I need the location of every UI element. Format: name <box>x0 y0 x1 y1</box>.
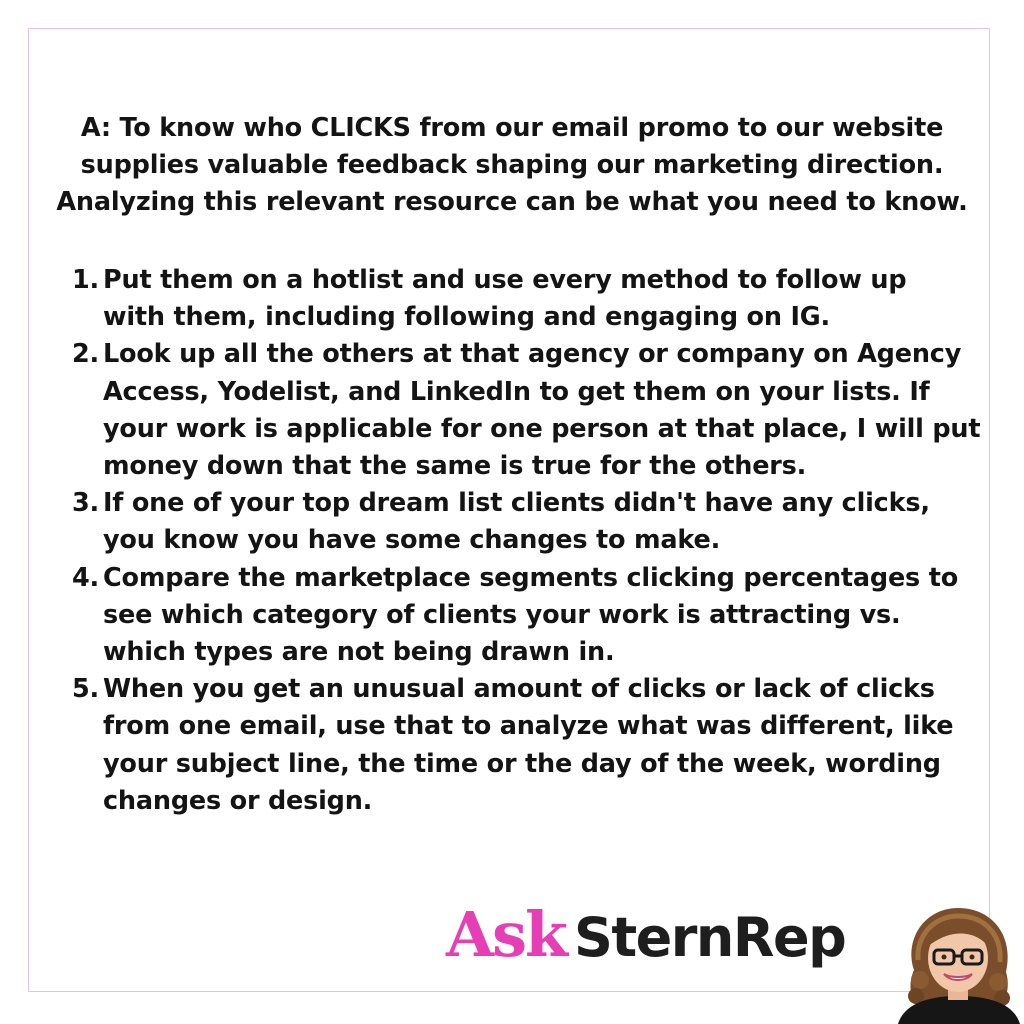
tip-item <box>72 262 972 336</box>
tip-number: 1. <box>72 265 100 295</box>
tips-list <box>72 262 981 820</box>
tip-number: 3. <box>72 488 100 519</box>
tip-item <box>72 671 972 820</box>
tip-item <box>72 560 972 672</box>
intro-line: supplies valuable feedback shaping our marketing direction. <box>80 150 944 180</box>
intro-line: A: To know who CLICKS from our email promo to our website <box>80 113 944 143</box>
tip-text-line: which types are not being drawn in. <box>103 637 615 668</box>
tip-text-line: Compare the marketplace segments clicking percentages to <box>103 562 959 593</box>
tip-item <box>72 485 972 559</box>
tip-text-line: changes or design. <box>103 785 373 816</box>
woman-with-glasses-avatar-icon <box>894 900 1024 1024</box>
intro-paragraph <box>40 110 984 221</box>
tip-text-line: see which category of clients your work is attracting vs. <box>103 599 901 630</box>
tip-text-line: Put them on a hotlist and use every method to follow up <box>103 265 907 295</box>
tip-text-line: from one email, use that to analyze what was different, like <box>103 711 954 742</box>
tip-text-line: If one of your top dream list clients didn't have any clicks, <box>103 488 930 519</box>
tip-text-line: with them, including following and engaging on IG. <box>103 302 831 333</box>
tip-number: 4. <box>72 562 100 593</box>
intro-line: Analyzing this relevant resource can be what you need to know. <box>56 187 968 217</box>
tip-number: 5. <box>72 674 100 705</box>
tip-text-line: When you get an unusual amount of clicks or lack of clicks <box>103 674 935 705</box>
tip-text-line: Access, Yodelist, and LinkedIn to get them on your lists. If <box>103 376 930 407</box>
tip-item <box>72 336 981 485</box>
tip-text-line: your work is applicable for one person at that place, I will put <box>103 413 981 444</box>
tip-number: 2. <box>72 339 100 370</box>
brand-logo <box>446 898 845 978</box>
tip-text-line: you know you have some changes to make. <box>103 525 721 556</box>
tip-text-line: money down that the same is true for the others. <box>103 451 807 482</box>
tip-text-line: Look up all the others at that agency or company on Agency <box>103 339 962 370</box>
brand-logo-name: SternRep <box>573 906 846 969</box>
brand-logo-ask: Ask <box>446 898 566 971</box>
tip-text-line: your subject line, the time or the day of the week, wording <box>103 748 941 779</box>
